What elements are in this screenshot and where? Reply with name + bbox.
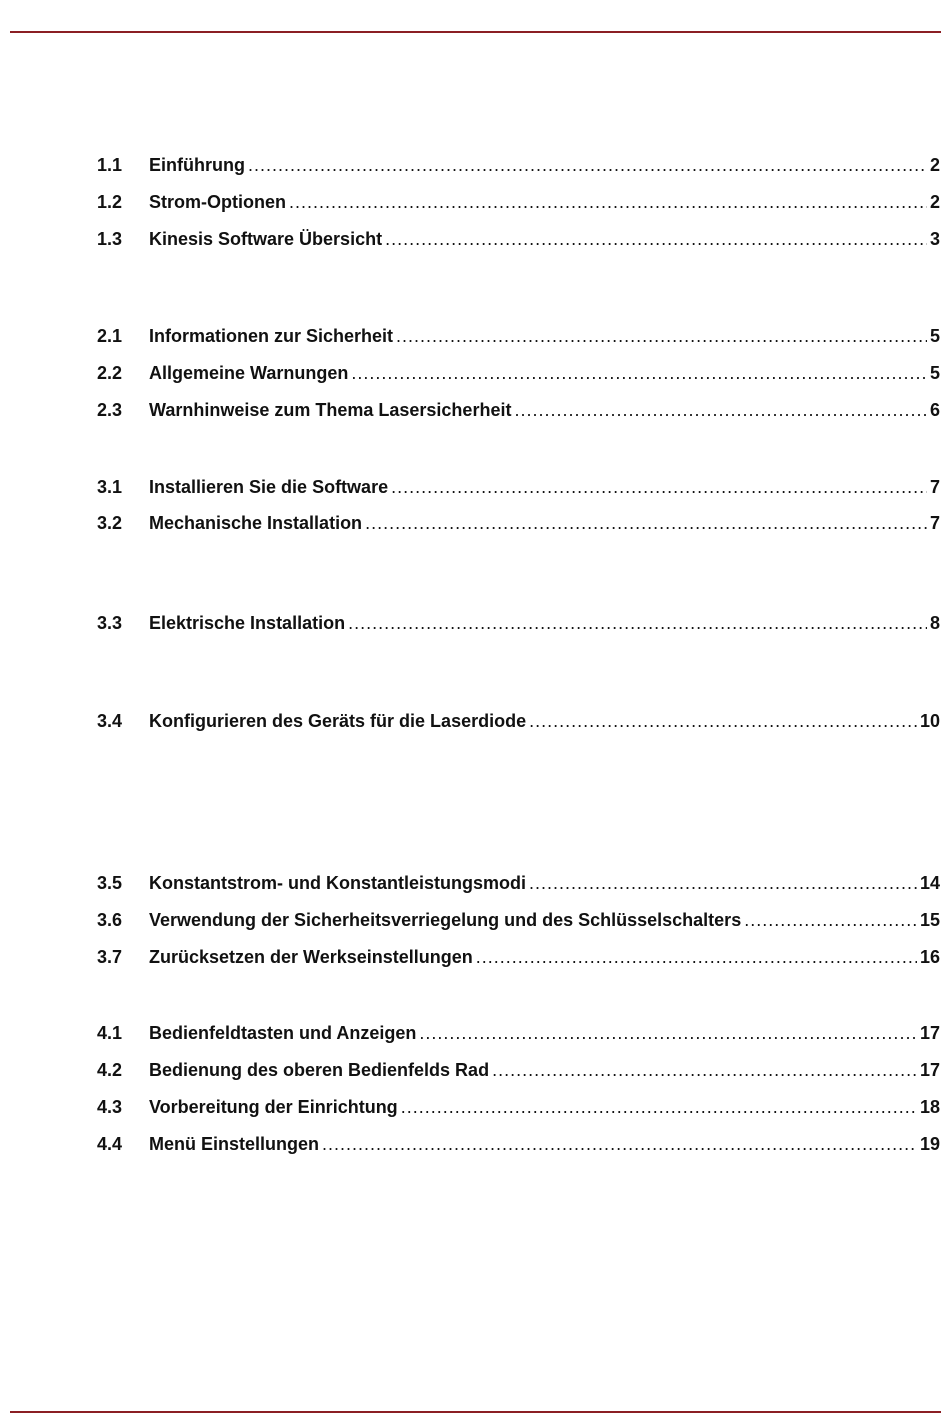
toc-entry[interactable] xyxy=(97,1058,940,1082)
toc-page-number: 3 xyxy=(929,228,940,249)
toc-title: Elektrische Installation xyxy=(149,612,346,633)
toc-dot-leader xyxy=(385,229,927,250)
toc-number: 4.2 xyxy=(97,1059,123,1080)
toc-page-number: 2 xyxy=(929,191,940,212)
toc-number: 3.5 xyxy=(97,872,123,893)
toc-entry[interactable] xyxy=(97,153,940,177)
toc-entry[interactable] xyxy=(97,1021,940,1045)
toc-number: 4.1 xyxy=(97,1022,123,1043)
toc-dot-leader xyxy=(348,613,927,634)
toc-dot-leader xyxy=(529,711,917,732)
toc-number: 2.3 xyxy=(97,399,123,420)
toc-number: 2.2 xyxy=(97,362,123,383)
toc-number: 3.3 xyxy=(97,612,123,633)
toc-number: 4.3 xyxy=(97,1096,123,1117)
toc-entry[interactable] xyxy=(97,1132,940,1156)
toc-dot-leader xyxy=(289,192,927,213)
toc-entry[interactable] xyxy=(97,511,940,535)
toc-entry[interactable] xyxy=(97,611,940,635)
toc-dot-leader xyxy=(322,1134,917,1155)
toc-dot-leader xyxy=(248,155,927,176)
toc-dot-leader xyxy=(365,513,927,534)
toc-entry[interactable] xyxy=(97,709,940,733)
toc-dot-leader xyxy=(476,947,917,968)
toc-title: Bedienung des oberen Bedienfelds Rad xyxy=(149,1059,490,1080)
toc-title: Installieren Sie die Software xyxy=(149,476,389,497)
toc-entry[interactable] xyxy=(97,475,940,499)
toc-number: 3.2 xyxy=(97,512,123,533)
toc-title: Vorbereitung der Einrichtung xyxy=(149,1096,398,1117)
toc-number: 3.1 xyxy=(97,476,123,497)
toc-dot-leader xyxy=(492,1060,917,1081)
toc-title: Verwendung der Sicherheitsverriegelung und des Schlüsselschalters xyxy=(149,909,742,930)
toc-entry[interactable] xyxy=(97,361,940,385)
toc-page-number: 6 xyxy=(929,399,940,420)
toc-page-number: 18 xyxy=(919,1096,940,1117)
toc-page-number: 8 xyxy=(929,612,940,633)
toc-page-number: 19 xyxy=(919,1133,940,1154)
toc-entry[interactable] xyxy=(97,398,940,422)
toc-dot-leader xyxy=(529,873,917,894)
toc-title: Einführung xyxy=(149,154,245,175)
toc-title: Konfigurieren des Geräts für die Laserdiode xyxy=(149,710,527,731)
toc-number: 1.1 xyxy=(97,154,123,175)
toc-number: 3.4 xyxy=(97,710,123,731)
toc-title: Informationen zur Sicherheit xyxy=(149,325,394,346)
toc-title: Strom-Optionen xyxy=(149,191,286,212)
toc-number: 3.7 xyxy=(97,946,123,967)
toc-entry[interactable] xyxy=(97,871,940,895)
toc-dot-leader xyxy=(401,1097,917,1118)
toc-entry[interactable] xyxy=(97,190,940,214)
toc-title: Warnhinweise zum Thema Lasersicherheit xyxy=(149,399,512,420)
toc-title: Konstantstrom- und Konstantleistungsmodi xyxy=(149,872,526,893)
toc-entry[interactable] xyxy=(97,324,940,348)
footer-rule xyxy=(10,1411,941,1413)
toc-number: 4.4 xyxy=(97,1133,123,1154)
toc-title: Zurücksetzen der Werkseinstellungen xyxy=(149,946,473,967)
toc-dot-leader xyxy=(396,326,927,347)
toc-title: Mechanische Installation xyxy=(149,512,363,533)
toc-title: Bedienfeldtasten und Anzeigen xyxy=(149,1022,417,1043)
toc-dot-leader xyxy=(514,400,927,421)
toc-entry[interactable] xyxy=(97,1095,940,1119)
toc-title: Menü Einstellungen xyxy=(149,1133,320,1154)
toc-page-number: 2 xyxy=(929,154,940,175)
toc-dot-leader xyxy=(419,1023,917,1044)
toc-page-number: 17 xyxy=(919,1022,940,1043)
toc-number: 1.2 xyxy=(97,191,123,212)
toc-page-number: 5 xyxy=(929,362,940,383)
toc-page-number: 5 xyxy=(929,325,940,346)
toc-entry[interactable] xyxy=(97,945,940,969)
toc-entry[interactable] xyxy=(97,227,940,251)
toc-title: Allgemeine Warnungen xyxy=(149,362,349,383)
toc-entry[interactable] xyxy=(97,908,940,932)
toc-dot-leader xyxy=(744,910,917,931)
toc-page-number: 15 xyxy=(919,909,940,930)
toc-page-number: 7 xyxy=(929,476,940,497)
toc-number: 1.3 xyxy=(97,228,123,249)
toc-number: 3.6 xyxy=(97,909,123,930)
toc-page-number: 17 xyxy=(919,1059,940,1080)
toc-dot-leader xyxy=(391,477,927,498)
toc-number: 2.1 xyxy=(97,325,123,346)
toc-page-number: 10 xyxy=(919,710,940,731)
toc-dot-leader xyxy=(351,363,927,384)
toc-title: Kinesis Software Übersicht xyxy=(149,228,383,249)
toc-page-number: 14 xyxy=(919,872,940,893)
toc-page-number: 16 xyxy=(919,946,940,967)
toc-page-number: 7 xyxy=(929,512,940,533)
